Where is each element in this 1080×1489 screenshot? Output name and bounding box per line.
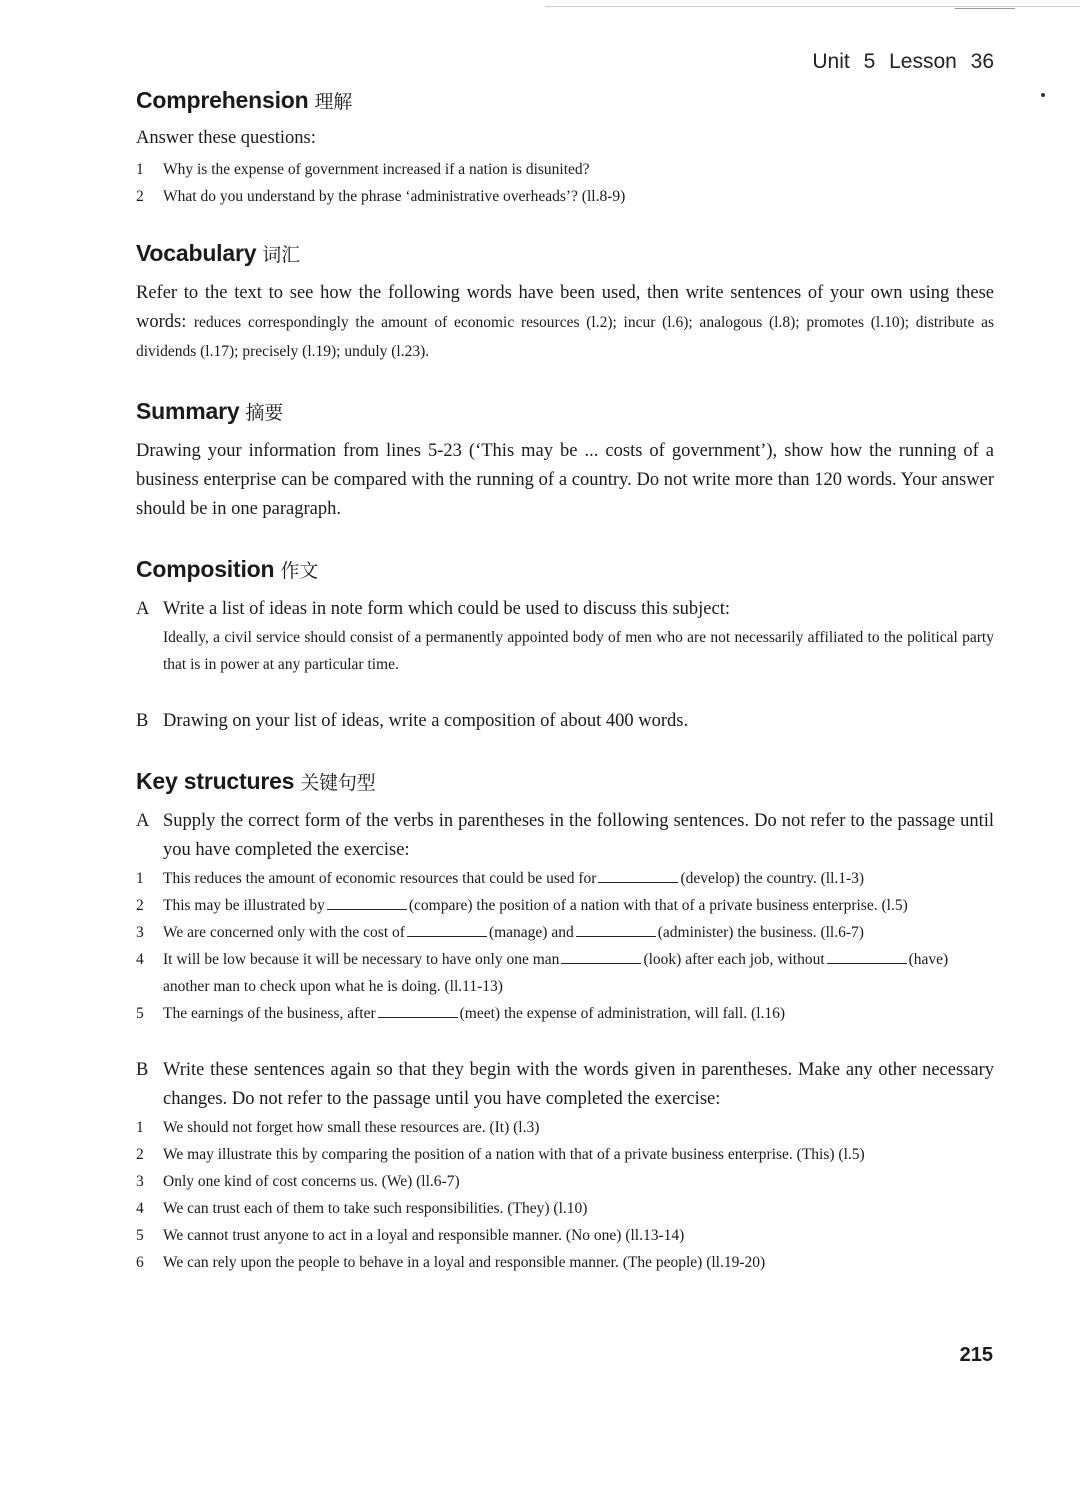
composition-a-subject: Ideally, a civil service should consist of a permanently appointed body of men who are not necessarily affiliated to the political party that is in power at any particular time. — [163, 629, 994, 673]
answer-blank[interactable] — [561, 949, 641, 964]
comprehension-section — [136, 87, 994, 210]
vocabulary-title: Vocabulary — [136, 240, 257, 266]
page-content — [136, 87, 994, 1276]
composition-title-cn: 作文 — [280, 560, 318, 582]
part-label: A — [136, 811, 150, 831]
item-text: We cannot trust anyone to act in a loyal and responsible manner. (No one) (ll.13-14) — [163, 1227, 685, 1244]
item-number: 2 — [136, 1146, 144, 1163]
composition-part-b — [136, 707, 994, 736]
key-structures-title: Key structures — [136, 768, 295, 794]
item-number: 5 — [136, 1227, 144, 1244]
item-text: The earnings of the business, after — [163, 1005, 376, 1022]
item-number: 1 — [136, 870, 144, 887]
comprehension-title-cn: 理解 — [314, 91, 353, 113]
item-number: 3 — [136, 1173, 144, 1190]
comprehension-intro: Answer these questions: — [136, 128, 316, 148]
item-text: We can rely upon the people to behave in a loyal and responsible manner. (The people) (ll.19-20) — [163, 1254, 766, 1271]
item-text: This reduces the amount of economic resources that could be used for — [163, 870, 597, 887]
list-item — [136, 183, 994, 210]
composition-section — [136, 556, 994, 736]
item-number: 1 — [136, 1119, 144, 1136]
composition-a-text: Write a list of ideas in note form which could be used to discuss this subject: — [163, 599, 730, 619]
list-item — [136, 1141, 994, 1168]
item-text: We are concerned only with the cost of — [163, 924, 405, 941]
key-structures-b-text: Write these sentences again so that they begin with the words given in parentheses. Make any other necessary changes. Do not refer to the passage until you have completed the exercise: — [163, 1060, 994, 1109]
item-number: 4 — [136, 1200, 144, 1217]
list-item — [136, 156, 994, 183]
key-structures-part-b — [136, 1056, 994, 1114]
item-number: 6 — [136, 1254, 144, 1271]
item-number: 4 — [136, 951, 144, 968]
list-item — [136, 892, 994, 919]
vocabulary-title-cn: 词汇 — [262, 244, 300, 266]
list-item — [136, 919, 994, 946]
part-label: B — [136, 1060, 149, 1080]
answer-blank[interactable] — [598, 868, 678, 883]
key-structures-a-text: Supply the correct form of the verbs in parentheses in the following sentences. Do not refer to the passage until you have completed the exercise: — [163, 811, 994, 860]
answer-blank[interactable] — [378, 1003, 458, 1018]
vocabulary-heading — [136, 240, 994, 267]
summary-section — [136, 398, 994, 524]
item-text: We should not forget how small these resources are. (It) (l.3) — [163, 1119, 540, 1136]
key-structures-a-items — [136, 865, 994, 1027]
item-number: 5 — [136, 1005, 144, 1022]
comprehension-heading — [136, 87, 994, 114]
page-mark-dot — [1041, 93, 1045, 97]
answer-blank[interactable] — [576, 922, 656, 937]
item-text: We may illustrate this by comparing the position of a nation with that of a private business enterprise. (This) (l.5) — [163, 1146, 865, 1163]
list-item — [136, 865, 994, 892]
item-text: It will be low because it will be necessary to have only one man — [163, 951, 560, 968]
item-text: (manage) and — [488, 924, 574, 941]
summary-text: Drawing your information from lines 5-23 (‘This may be ... costs of government’), show how the running of a business enterprise can be compared with the running of a country. Do not write more than 120 words. Your answer should be in one paragraph. — [136, 441, 994, 519]
composition-part-a — [136, 595, 994, 678]
list-item — [136, 1195, 994, 1222]
answer-blank[interactable] — [407, 922, 487, 937]
item-text: (have) another man to check upon what he is doing. (ll.11-13) — [163, 951, 949, 995]
running-head: Unit 5 Lesson 36 — [812, 50, 994, 73]
vocabulary-intro: Refer to the text to see how the following words have been used, then write sentences of your own using these words: — [136, 283, 994, 332]
vocabulary-words: reduces correspondingly the amount of economic resources (l.2); incur (l.6); analogous (l.8); promotes (l.10); distribute as dividends (l.17); precisely (l.19); unduly (l.23). — [136, 314, 995, 360]
item-text: (develop) the country. (ll.1-3) — [680, 870, 865, 887]
summary-title-cn: 摘要 — [245, 402, 284, 424]
item-text: Why is the expense of government increased if a nation is disunited? — [163, 161, 590, 178]
list-item — [136, 1222, 994, 1249]
item-text: What do you understand by the phrase ‘administrative overheads’? (ll.8-9) — [163, 188, 626, 205]
item-number: 2 — [136, 897, 144, 914]
part-label: A — [136, 599, 150, 619]
item-number: 2 — [136, 188, 144, 205]
vocabulary-section — [136, 240, 994, 366]
summary-heading — [136, 398, 994, 425]
item-text: (compare) the position of a nation with that of a private business enterprise. (l.5) — [408, 897, 908, 914]
comprehension-questions — [136, 156, 994, 210]
item-text: Only one kind of cost concerns us. (We) (ll.6-7) — [163, 1173, 460, 1190]
composition-title: Composition — [136, 556, 275, 582]
list-item — [136, 946, 994, 1000]
key-structures-heading — [136, 768, 994, 795]
key-structures-section — [136, 768, 994, 1276]
top-rule — [545, 6, 1080, 7]
item-text: We can trust each of them to take such responsibilities. (They) (l.10) — [163, 1200, 588, 1217]
composition-b-text: Drawing on your list of ideas, write a composition of about 400 words. — [163, 711, 689, 731]
item-text: This may be illustrated by — [163, 897, 325, 914]
part-label: B — [136, 711, 149, 731]
item-text: (meet) the expense of administration, will fall. (l.16) — [459, 1005, 786, 1022]
key-structures-b-items — [136, 1114, 994, 1276]
comprehension-title: Comprehension — [136, 87, 309, 113]
key-structures-title-cn: 关键句型 — [300, 772, 376, 794]
top-rule-mark — [955, 8, 1015, 9]
item-text: (administer) the business. (ll.6-7) — [657, 924, 864, 941]
list-item — [136, 1114, 994, 1141]
item-number: 1 — [136, 161, 144, 178]
answer-blank[interactable] — [327, 895, 407, 910]
vocabulary-text — [136, 279, 994, 366]
list-item — [136, 1168, 994, 1195]
composition-heading — [136, 556, 994, 583]
key-structures-part-a — [136, 807, 994, 865]
item-text: (look) after each job, without — [643, 951, 825, 968]
item-number: 3 — [136, 924, 144, 941]
list-item — [136, 1249, 994, 1276]
answer-blank[interactable] — [827, 949, 907, 964]
summary-title: Summary — [136, 398, 240, 424]
page-number: 215 — [959, 1344, 993, 1366]
list-item — [136, 1000, 994, 1027]
